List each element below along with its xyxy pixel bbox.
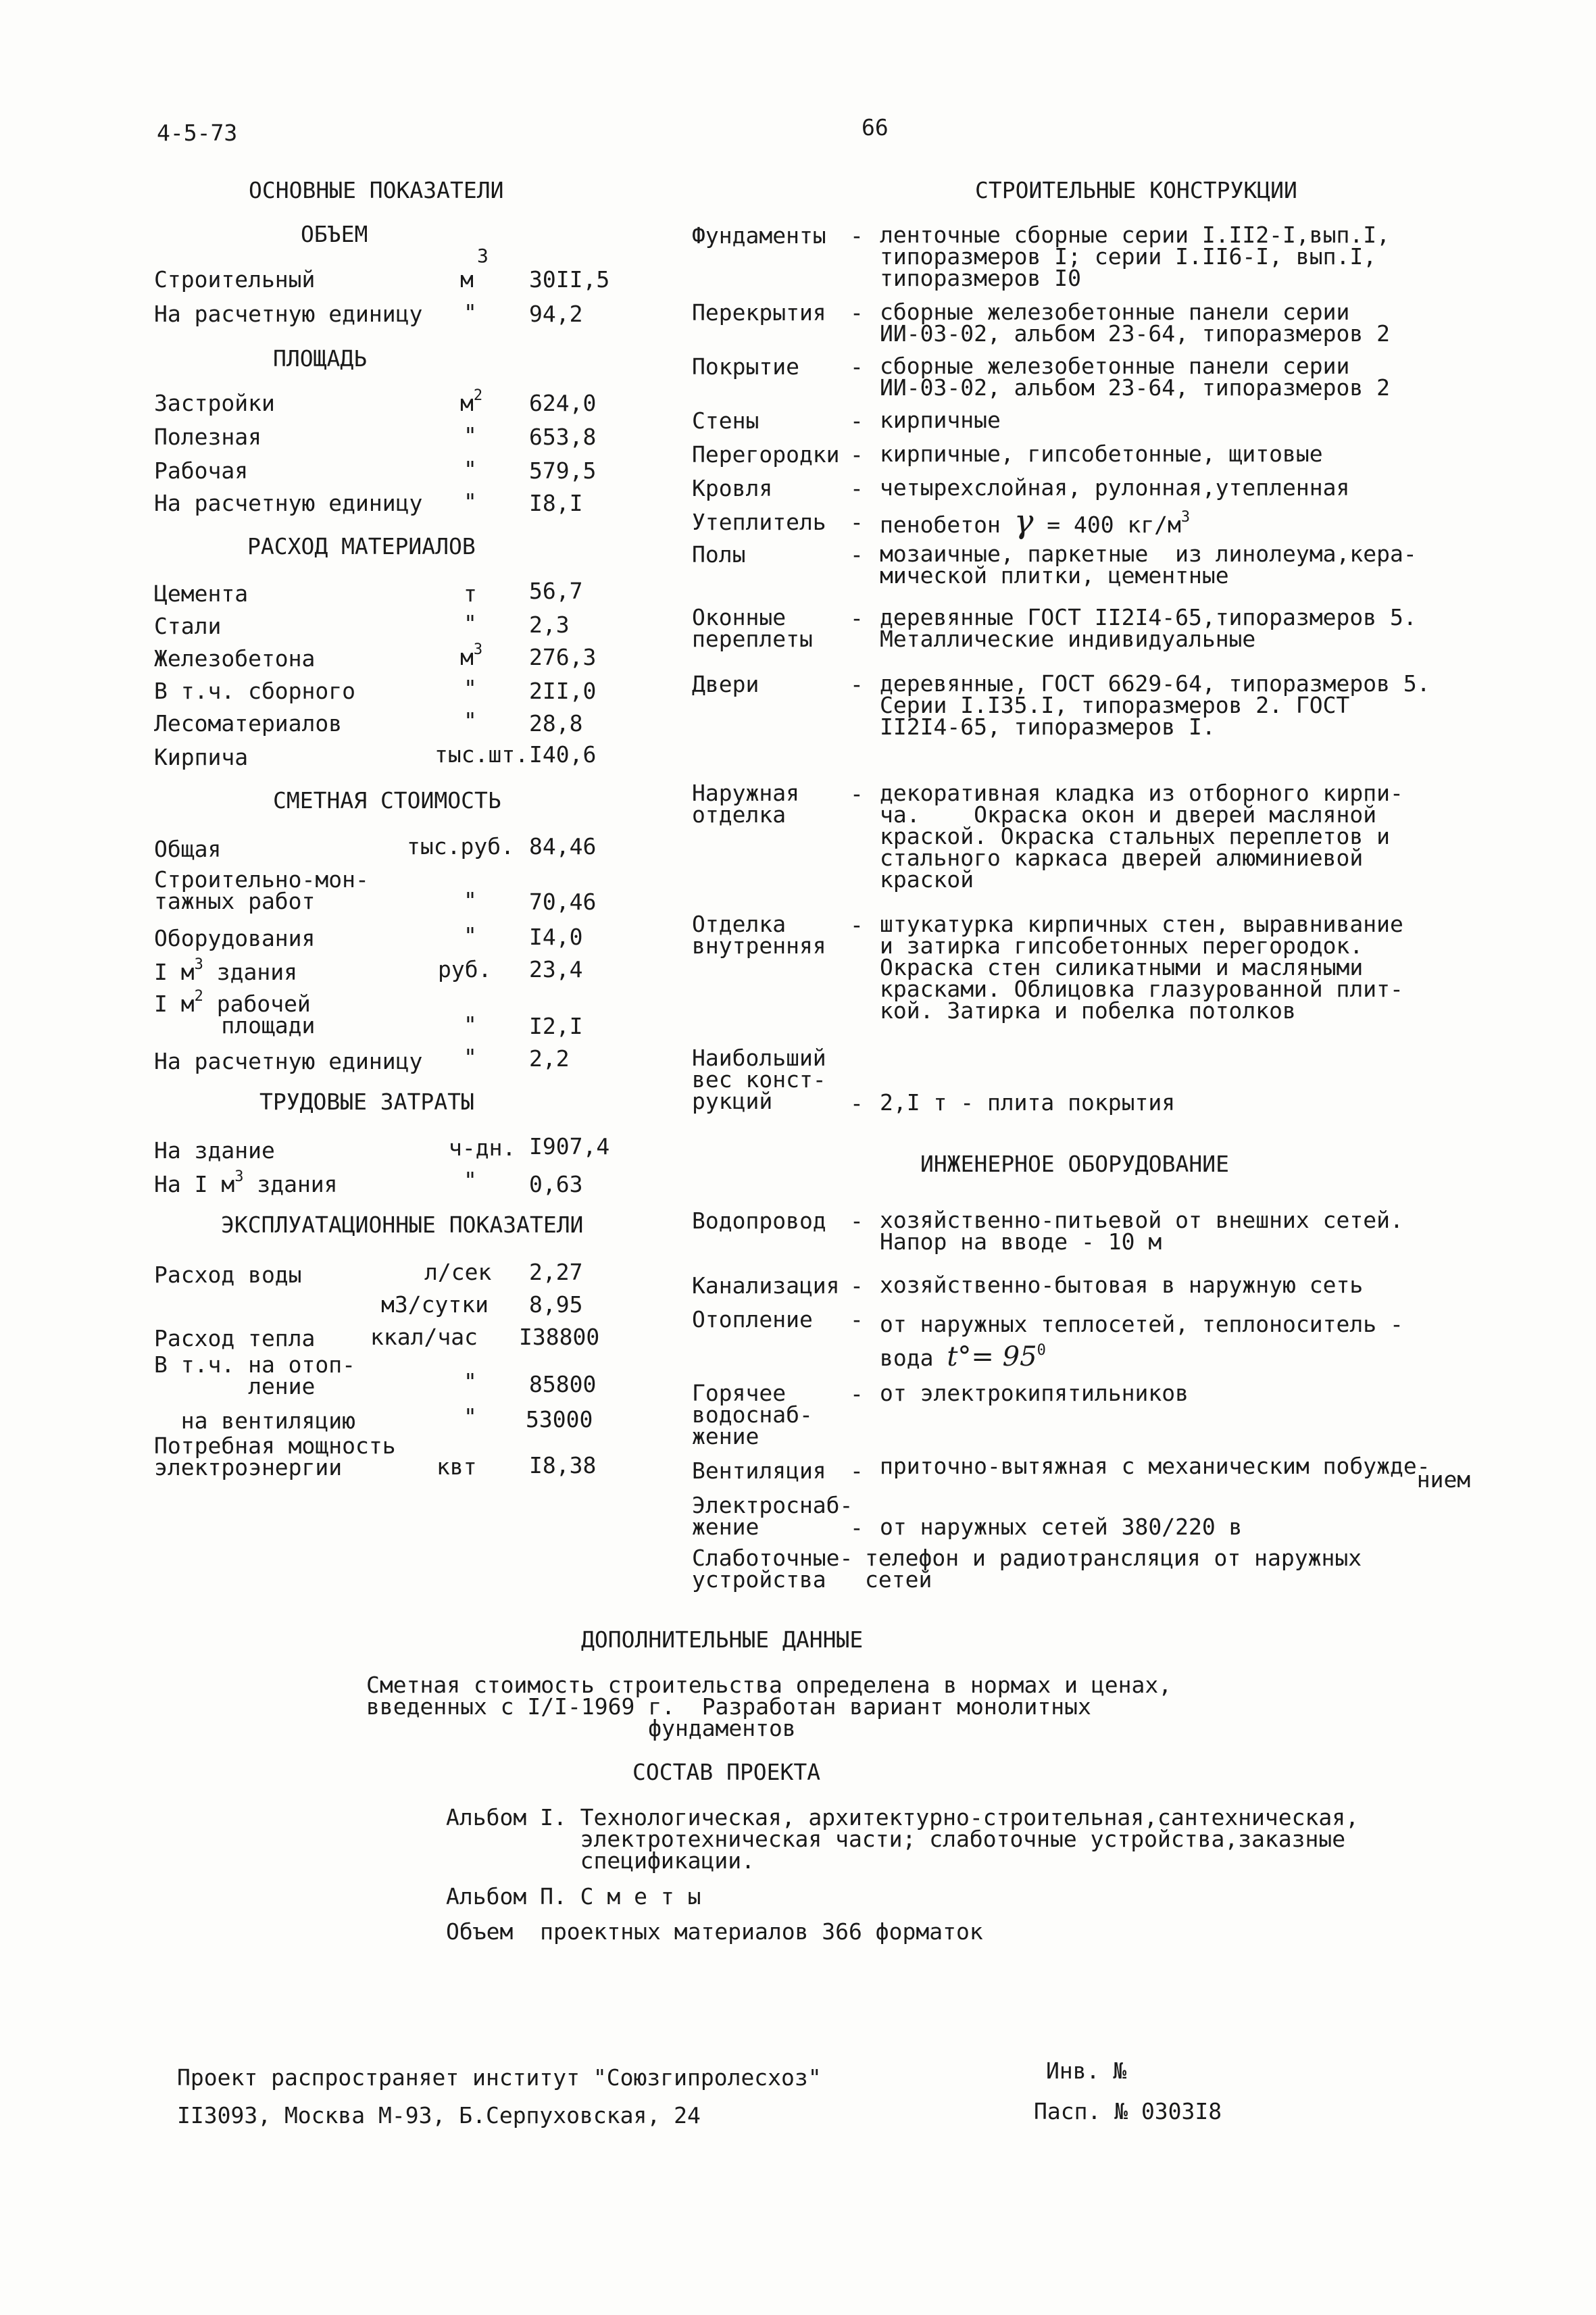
engineering-title: ИНЖЕНЕРНОЕ ОБОРУДОВАНИЕ: [920, 1151, 1229, 1177]
area-row-unit: ": [464, 422, 477, 449]
area-row-value: 653,8: [529, 424, 597, 450]
construction-text: пенобетон γ = 400 $кг/м^3$: [880, 503, 1191, 541]
area-row-value: I8,I: [529, 490, 583, 516]
materials-row-label: Железобетона: [154, 645, 316, 672]
construction-label: Наибольший вес конст- рукций: [692, 1045, 826, 1114]
operation-row-value: 85800: [529, 1371, 597, 1397]
construction-text: сборные железобетонные панели серии ИИ-03-02, альбом 23-64, типоразмеров 2: [880, 353, 1390, 401]
materials-row-value: 2,3: [529, 612, 570, 638]
engineering-dash: -: [850, 1306, 864, 1333]
construction-dash: -: [850, 1090, 864, 1116]
extra-data-title: ДОПОЛНИТЕЛЬНЫЕ ДАННЫЕ: [581, 1626, 864, 1653]
cost-row-label: Общая: [154, 836, 222, 862]
materials-row-unit: тыс.шт.: [434, 741, 529, 768]
construction-dash: -: [850, 509, 864, 535]
construction-label: Отделка внутренняя: [692, 911, 826, 959]
engineering-label: Водопровод: [692, 1208, 826, 1234]
document-code: 4-5-73: [157, 120, 238, 146]
album-1-text: Альбом I. Технологическая, архитектурно-строительная,сантехническая, электротехническая части; слаботочные устройства,заказные спецификации.: [446, 1804, 1360, 1874]
labor-row-unit: ": [464, 1167, 477, 1193]
operation-row-value: I38800: [519, 1324, 600, 1350]
labor-row-unit: ч-дн.: [449, 1135, 516, 1161]
construction-dash: -: [850, 780, 864, 807]
engineering-text: от наружных сетей 380/220 в: [880, 1514, 1243, 1540]
materials-row-unit: т: [464, 580, 477, 607]
volume-row-unit: ": [464, 299, 477, 326]
area-heading: ПЛОЩАДЬ: [273, 345, 368, 372]
cost-row-value: 70,46: [529, 889, 597, 915]
operation-row-value: I8,38: [529, 1452, 597, 1478]
engineering-text: телефон и радиотрансляция от наружных сетей: [865, 1545, 1362, 1593]
construction-dash: -: [850, 299, 864, 326]
area-row-unit: ": [464, 456, 477, 482]
engineering-label: Электроснаб- жение: [692, 1492, 853, 1540]
area-row-value: 579,5: [529, 457, 597, 484]
cost-row-label: Строительно-мон- тажных работ: [154, 866, 369, 914]
construction-dash: -: [850, 222, 864, 249]
temperature-symbol: t°= 95: [947, 1341, 1037, 1372]
inventory-number: Инв. №: [1046, 2058, 1127, 2084]
cost-row-value: 2,2: [529, 1045, 570, 1072]
engineering-label: Отопление: [692, 1306, 813, 1333]
materials-row-unit: ": [464, 707, 477, 734]
cost-row-unit: руб.: [438, 956, 492, 982]
operation-heading: ЭКСПЛУАТАЦИОННЫЕ ПОКАЗАТЕЛИ: [221, 1212, 584, 1238]
distributor-line-1: Проект распространяет институт "Союзгипролесхоз": [177, 2064, 822, 2091]
materials-row-label: Стали: [154, 613, 222, 639]
materials-row-unit: ": [464, 610, 477, 637]
construction-label: Перекрытия: [692, 299, 826, 326]
operation-row-value: 8,95: [529, 1291, 583, 1318]
operation-row-label: Расход воды: [154, 1262, 302, 1288]
volume-unit-exponent: 3: [477, 245, 489, 267]
construction-text: деревянные, ГОСТ 6629-64, типоразмеров 5. Серии I.I35.I, типоразмеров 2. ГОСТ II2I4-65, типоразмеров I.: [880, 670, 1430, 740]
volume-heading: ОБЪЕМ: [301, 221, 368, 247]
construction-label: Наружная отделка: [692, 780, 799, 828]
construction-label: Оконные переплеты: [692, 604, 813, 652]
volume-row-label: Строительный: [154, 266, 316, 293]
engineering-text: от электрокипятильников: [880, 1380, 1189, 1406]
operation-row-unit: ккал/час: [370, 1324, 478, 1350]
page-number: 66: [862, 114, 889, 141]
construction-text: кирпичные: [880, 407, 1001, 433]
operation-row-unit: квт: [437, 1453, 477, 1480]
engineering-label: Вентиляция: [692, 1458, 826, 1484]
volume-row-value: 30II,5: [529, 266, 610, 293]
engineering-dash: -: [850, 1380, 864, 1407]
area-row-label: На расчетную единицу: [154, 490, 423, 516]
cost-row-label: Оборудования: [154, 925, 316, 951]
operation-row-label: Потребная мощность электроэнергии: [154, 1433, 396, 1480]
materials-row-value: 2II,0: [529, 678, 597, 704]
materials-row-value: 56,7: [529, 578, 583, 604]
operation-row-unit: ": [464, 1403, 477, 1430]
labor-heading: ТРУДОВЫЕ ЗАТРАТЫ: [259, 1089, 474, 1115]
cost-row-unit: ": [464, 887, 477, 914]
labor-row-value: I907,4: [529, 1133, 610, 1160]
cost-heading: СМЕТНАЯ СТОИМОСТЬ: [273, 787, 501, 814]
construction-dash: -: [850, 441, 864, 468]
cost-row-unit: ": [464, 1012, 477, 1038]
operation-row-value: 53000: [526, 1406, 593, 1433]
engineering-dash: -: [850, 1272, 864, 1299]
area-row-label: Полезная: [154, 424, 261, 450]
engineering-dash: -: [850, 1514, 864, 1541]
cost-row-unit: тыс.руб.: [407, 833, 514, 860]
construction-text: деревянные ГОСТ II2I4-65,типоразмеров 5. Металлические индивидуальные: [880, 604, 1417, 652]
area-row-label: Рабочая: [154, 457, 249, 484]
cost-row-unit: ": [464, 1044, 477, 1070]
operation-row-label: на вентиляцию: [154, 1408, 356, 1434]
construction-text: декоративная кладка из отборного кирпи- ча. Окраска окон и дверей масляной краской. Окраска стальных переплетов и стального каркаса дверей алюминиевой краской: [880, 780, 1403, 893]
materials-row-unit: ": [464, 675, 477, 701]
engineering-text: хозяйственно-бытовая в наружную сеть: [880, 1272, 1364, 1298]
materials-row-unit: $м^3$: [460, 641, 483, 670]
engineering-text: приточно-вытяжная с механическим побужде- нием: [880, 1453, 1471, 1493]
distributor-line-2: II3093, Москва М-93, Б.Серпуховская, 24: [177, 2102, 701, 2129]
construction-text: кирпичные, гипсобетонные, щитовые: [880, 441, 1323, 467]
construction-dash: -: [850, 605, 864, 631]
materials-row-value: 28,8: [529, 710, 583, 737]
area-row-value: 624,0: [529, 390, 597, 416]
materials-row-label: Кирпича: [154, 744, 249, 770]
area-row-label: Застройки: [154, 390, 275, 416]
construction-dash: -: [850, 671, 864, 697]
cost-row-value: 23,4: [529, 956, 583, 982]
construction-label: Двери: [692, 671, 759, 697]
materials-heading: РАСХОД МАТЕРИАЛОВ: [247, 533, 476, 559]
passport-number: Пасп. № 0303I8: [1034, 2098, 1222, 2124]
engineering-label: Горячее водоснаб- жение: [692, 1380, 813, 1449]
volume-row-label: На расчетную единицу: [154, 301, 423, 327]
cost-row-label: I $м^3$ здания: [154, 956, 297, 985]
volume-materials-text: Объем проектных материалов 366 форматок: [446, 1918, 983, 1945]
construction-text: четырехслойная, рулонная,утепленная: [880, 474, 1350, 501]
construction-dash: -: [850, 541, 864, 568]
construction-text: 2,I т - плита покрытия: [880, 1089, 1176, 1116]
engineering-label: Слаботочные- устройства: [692, 1545, 853, 1593]
operation-row-unit: ": [464, 1368, 477, 1395]
construction-dash: -: [850, 407, 864, 434]
cost-row-value: 84,46: [529, 833, 597, 860]
area-row-unit: ": [464, 489, 477, 515]
construction-dash: -: [850, 475, 864, 501]
engineering-text: хозяйственно-питьевой от внешних сетей. Напор на вводе - 10 м: [880, 1207, 1403, 1255]
cost-row-unit: ": [464, 922, 477, 949]
construction-dash: -: [850, 353, 864, 380]
operation-row-label: Расход тепла: [154, 1325, 316, 1351]
construction-text: мозаичные, паркетные из линолеума,кера- мической плитки, цементные: [880, 541, 1417, 589]
engineering-label: Канализация: [692, 1272, 840, 1299]
extra-data-text: Сметная стоимость строительства определена в нормах и ценах, введенных с I/I-1969 г. Разработан вариант монолитных фундаментов: [366, 1672, 1172, 1741]
cost-row-value: I4,0: [529, 924, 583, 950]
construction-text: сборные железобетонные панели серии ИИ-03-02, альбом 23-64, типоразмеров 2: [880, 299, 1390, 347]
engineering-dash: -: [850, 1458, 864, 1484]
construction-text: ленточные сборные серии I.II2-I,вып.I, типоразмеров I; серии I.II6-I, вып.I, типоразмеров I0: [880, 222, 1390, 291]
labor-row-label: На здание: [154, 1137, 275, 1164]
operation-row-value: 2,27: [529, 1259, 583, 1285]
materials-row-value: 276,3: [529, 644, 597, 670]
construction-label: Перегородки: [692, 441, 840, 468]
cost-row-label: I $м^2$ рабочей площади: [154, 988, 316, 1039]
volume-row-unit: м: [460, 266, 474, 293]
labor-row-label: На I $м^3$ здания: [154, 1168, 338, 1197]
gamma-symbol: γ: [1014, 503, 1034, 541]
construction-text: штукатурка кирпичных стен, выравнивание и затирка гипсобетонных перегородок. Окраска стен силикатными и масляными красками. Облицовка глазурованной плит- кой. Затирка и побелка потолков: [880, 911, 1403, 1024]
construction-label: Кровля: [692, 475, 773, 501]
materials-row-value: I40,6: [529, 741, 597, 768]
construction-dash: -: [850, 912, 864, 938]
engineering-dash: -: [850, 1208, 864, 1234]
construction-label: Утеплитель: [692, 509, 826, 535]
area-row-unit: $м^2$: [460, 387, 483, 416]
cost-row-label: На расчетную единицу: [154, 1048, 423, 1074]
album-2-text: Альбом П. С м е т ы: [446, 1883, 701, 1910]
construction-label: Покрытие: [692, 353, 799, 380]
operation-row-unit: л/сек: [424, 1259, 492, 1285]
operation-row-label: В т.ч. на отоп- ление: [154, 1351, 356, 1399]
construction-label: Стены: [692, 407, 759, 434]
volume-row-value: 94,2: [529, 301, 583, 327]
labor-row-value: 0,63: [529, 1171, 583, 1197]
constructions-title: СТРОИТЕЛЬНЫЕ КОНСТРУКЦИИ: [975, 177, 1297, 203]
construction-label: Полы: [692, 541, 746, 568]
composition-title: СОСТАВ ПРОЕКТА: [632, 1759, 821, 1785]
construction-label: Фундаменты: [692, 222, 826, 249]
materials-row-label: Цемента: [154, 580, 249, 607]
operation-row-unit: м3/сутки: [381, 1291, 489, 1318]
main-indicators-title: ОСНОВНЫЕ ПОКАЗАТЕЛИ: [249, 177, 504, 203]
materials-row-label: Лесоматериалов: [154, 710, 343, 737]
engineering-text: от наружных теплосетей, теплоноситель - вода $t^\circ= 95^0$: [880, 1311, 1403, 1372]
cost-row-value: I2,I: [529, 1013, 583, 1039]
materials-row-label: В т.ч. сборного: [154, 678, 356, 704]
